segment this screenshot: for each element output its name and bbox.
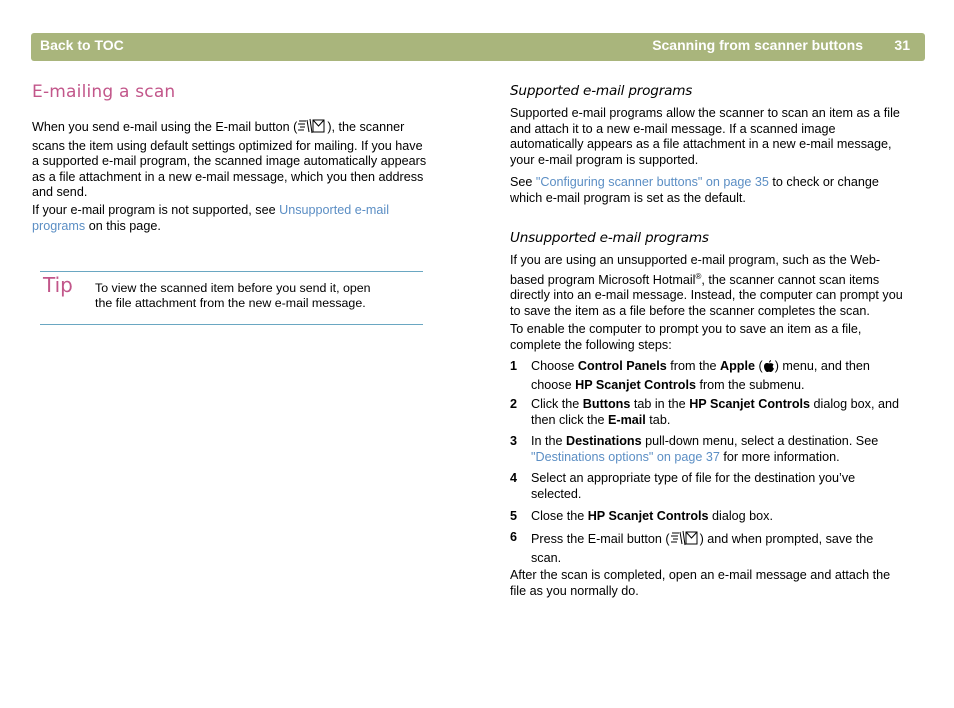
page-number: 31 [894, 37, 910, 53]
section-title: Scanning from scanner buttons [652, 37, 863, 53]
unsupported-paragraph: If your e-mail program is not supported, see Unsupported e-mail programs on this page. [32, 203, 389, 233]
supported-paragraph: Supported e-mail programs allow the scanner to scan an item as a file and attach it to a new e-mail message. If a scanned image automatically appears as a file attachment in a new e-mail message, your e-mail program is supported. [510, 106, 900, 167]
see-paragraph: See "Configuring scanner buttons" on page 35 to check or change which e-mail program is set as the default. [510, 175, 879, 205]
unsupported-programs-link[interactable]: Unsupported e-mail [279, 203, 389, 217]
tip-text: To view the scanned item before you send it, open the file attachment from the new e-mail message. [95, 281, 371, 310]
unsupported-programs-link-cont[interactable]: programs [32, 218, 86, 233]
supported-heading: Supported e-mail programs [510, 83, 693, 99]
destinations-options-link[interactable]: "Destinations options" on page 37 [531, 449, 720, 464]
page-heading: E-mailing a scan [32, 82, 176, 102]
tip-box [40, 271, 423, 325]
tip-label: Tip [43, 273, 73, 297]
intro-paragraph: When you send e-mail using the E-mail button ( ), the scanner scans the item using default settings optimized for mailing. If you have a supported e-mail program, the scanned image automatically appears as a file attachment in a new e-mail message, which you then address and send. [32, 120, 427, 199]
unsupported-detail-paragraph: If you are using an unsupported e-mail program, such as the Web- based program Microsoft Hotmail®, the scanner cannot scan items directly into an e-mail message. Instead, the computer can prompt you to save the item as a file before the scanner completes the scan. [510, 253, 903, 318]
back-to-toc-link[interactable]: Back to TOC [40, 37, 124, 53]
configuring-buttons-link[interactable]: "Configuring scanner buttons" on page 35 [535, 175, 769, 189]
enable-paragraph: To enable the computer to prompt you to save an item as a file, complete the following steps: [510, 322, 862, 352]
email-button-icon [297, 118, 327, 139]
header-bar [31, 33, 925, 61]
closing-paragraph: After the scan is completed, open an e-mail message and attach the file as you normally do. [510, 568, 891, 598]
email-button-icon [670, 530, 700, 551]
unsupported-heading: Unsupported e-mail programs [510, 230, 709, 246]
apple-icon [763, 359, 775, 378]
